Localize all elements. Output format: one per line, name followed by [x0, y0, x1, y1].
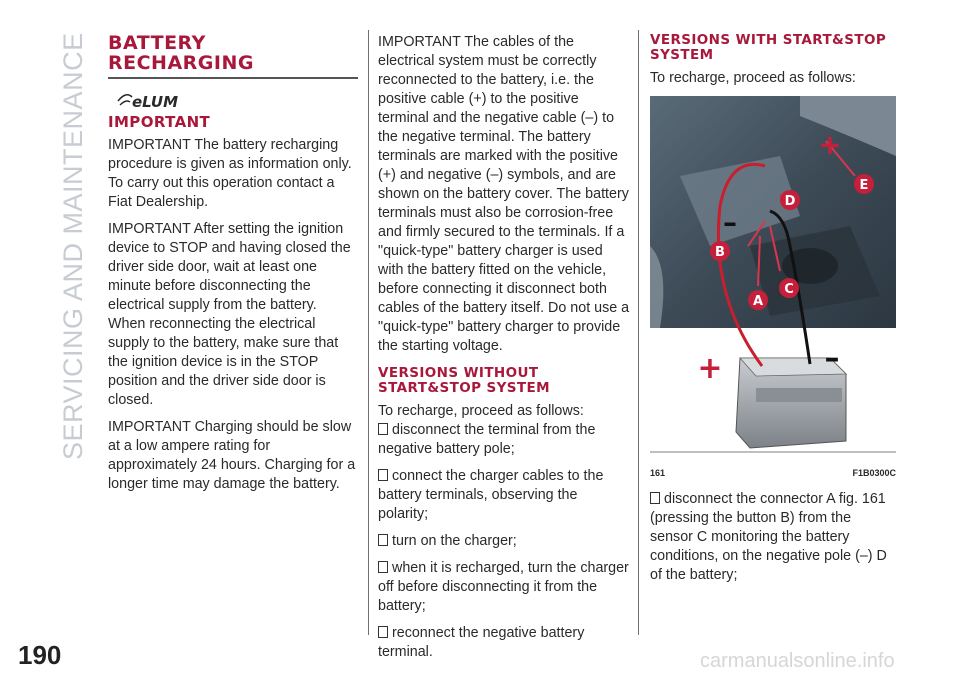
section-heading: VERSIONS WITHOUT START&STOP SYSTEM	[378, 365, 550, 396]
column-3-bottom	[650, 490, 896, 593]
section-heading: VERSIONS WITH START&STOP SYSTEM	[650, 32, 887, 63]
intro: To recharge, proceed as follows:	[378, 403, 584, 419]
important-heading: IMPORTANT	[108, 113, 211, 131]
column-1	[108, 33, 358, 502]
battery-figure	[650, 96, 896, 470]
section-title: SERVICING AND MAINTENANCE	[58, 32, 88, 460]
battery-illustration	[650, 96, 896, 470]
paragraph: IMPORTANT After setting the ignition device to STOP and having closed the driver side door, wait at least one minute before disconnecting the electrical supply from the battery. When reconnecting the electrical supply to the battery, make sure that the ignition device is in the STOP position and the driver side door is closed.	[108, 221, 351, 408]
eco-symbol	[116, 87, 358, 113]
battery-minus-label: –	[824, 341, 840, 376]
label-c: C	[784, 282, 794, 297]
list-item: reconnect the negative battery terminal.	[378, 625, 585, 660]
page-number: 190	[18, 640, 62, 670]
minus-label: –	[723, 206, 737, 239]
page-title: BATTERY RECHARGING	[108, 32, 254, 74]
list-item: disconnect the terminal from the negative battery pole;	[378, 422, 596, 457]
label-d: D	[784, 194, 796, 209]
figure-number: 161	[650, 468, 666, 478]
eco-label: eLUM	[132, 93, 179, 111]
label-b: B	[715, 245, 725, 260]
plus-label: +	[818, 128, 842, 161]
label-a: A	[752, 294, 764, 309]
column-2	[378, 33, 630, 670]
checkbox-bullet-icon	[378, 469, 388, 481]
label-e: E	[859, 178, 869, 193]
eco-icon	[116, 87, 179, 111]
checkbox-bullet-icon	[378, 534, 388, 546]
figure-code: F1B0300C	[852, 468, 896, 478]
paragraph: IMPORTANT The cables of the electrical system must be correctly reconnected to the battery, i.e. the positive cable (+) to the positive terminal and the negative cable (–) to the negative terminal. The battery terminals are marked with the positive (+) and negative (–) symbols, and are shown on the battery cover. The battery terminals must also be corrosion-free and firmly secured to the terminals. If a "quick-type" battery charger is used with the battery fitted on the vehicle, before connecting it disconnect both cables of the battery itself. Do not use a "quick-type" battery charger to provide the starting voltage.	[378, 34, 630, 354]
intro: To recharge, proceed as follows:	[650, 70, 856, 86]
title-rule	[108, 77, 358, 79]
list-item: connect the charger cables to the battery terminals, observing the polarity;	[378, 468, 604, 522]
checkbox-bullet-icon	[378, 561, 388, 573]
paragraph: IMPORTANT Charging should be slow at a low ampere rating for approximately 24 hours. Charging for a longer time may damage the battery.	[108, 419, 356, 492]
list-item: disconnect the connector A fig. 161 (pressing the button B) from the sensor C monitoring the battery conditions, on the negative pole (–) D of the battery;	[650, 491, 887, 583]
column-divider	[638, 30, 639, 635]
paragraph: IMPORTANT The battery recharging procedure is given as information only. To carry out this operation contact a Fiat Dealership.	[108, 137, 352, 210]
list-item: when it is recharged, turn the charger off before disconnecting it from the battery;	[378, 560, 629, 614]
checkbox-bullet-icon	[650, 492, 660, 504]
column-divider	[368, 30, 369, 635]
checkbox-bullet-icon	[378, 423, 388, 435]
figure-caption	[650, 468, 896, 480]
watermark: carmanualsonline.info	[700, 650, 895, 672]
battery-plus-label: +	[697, 351, 723, 386]
list-item: turn on the charger;	[378, 532, 630, 551]
checkbox-bullet-icon	[378, 626, 388, 638]
column-3	[650, 33, 896, 96]
